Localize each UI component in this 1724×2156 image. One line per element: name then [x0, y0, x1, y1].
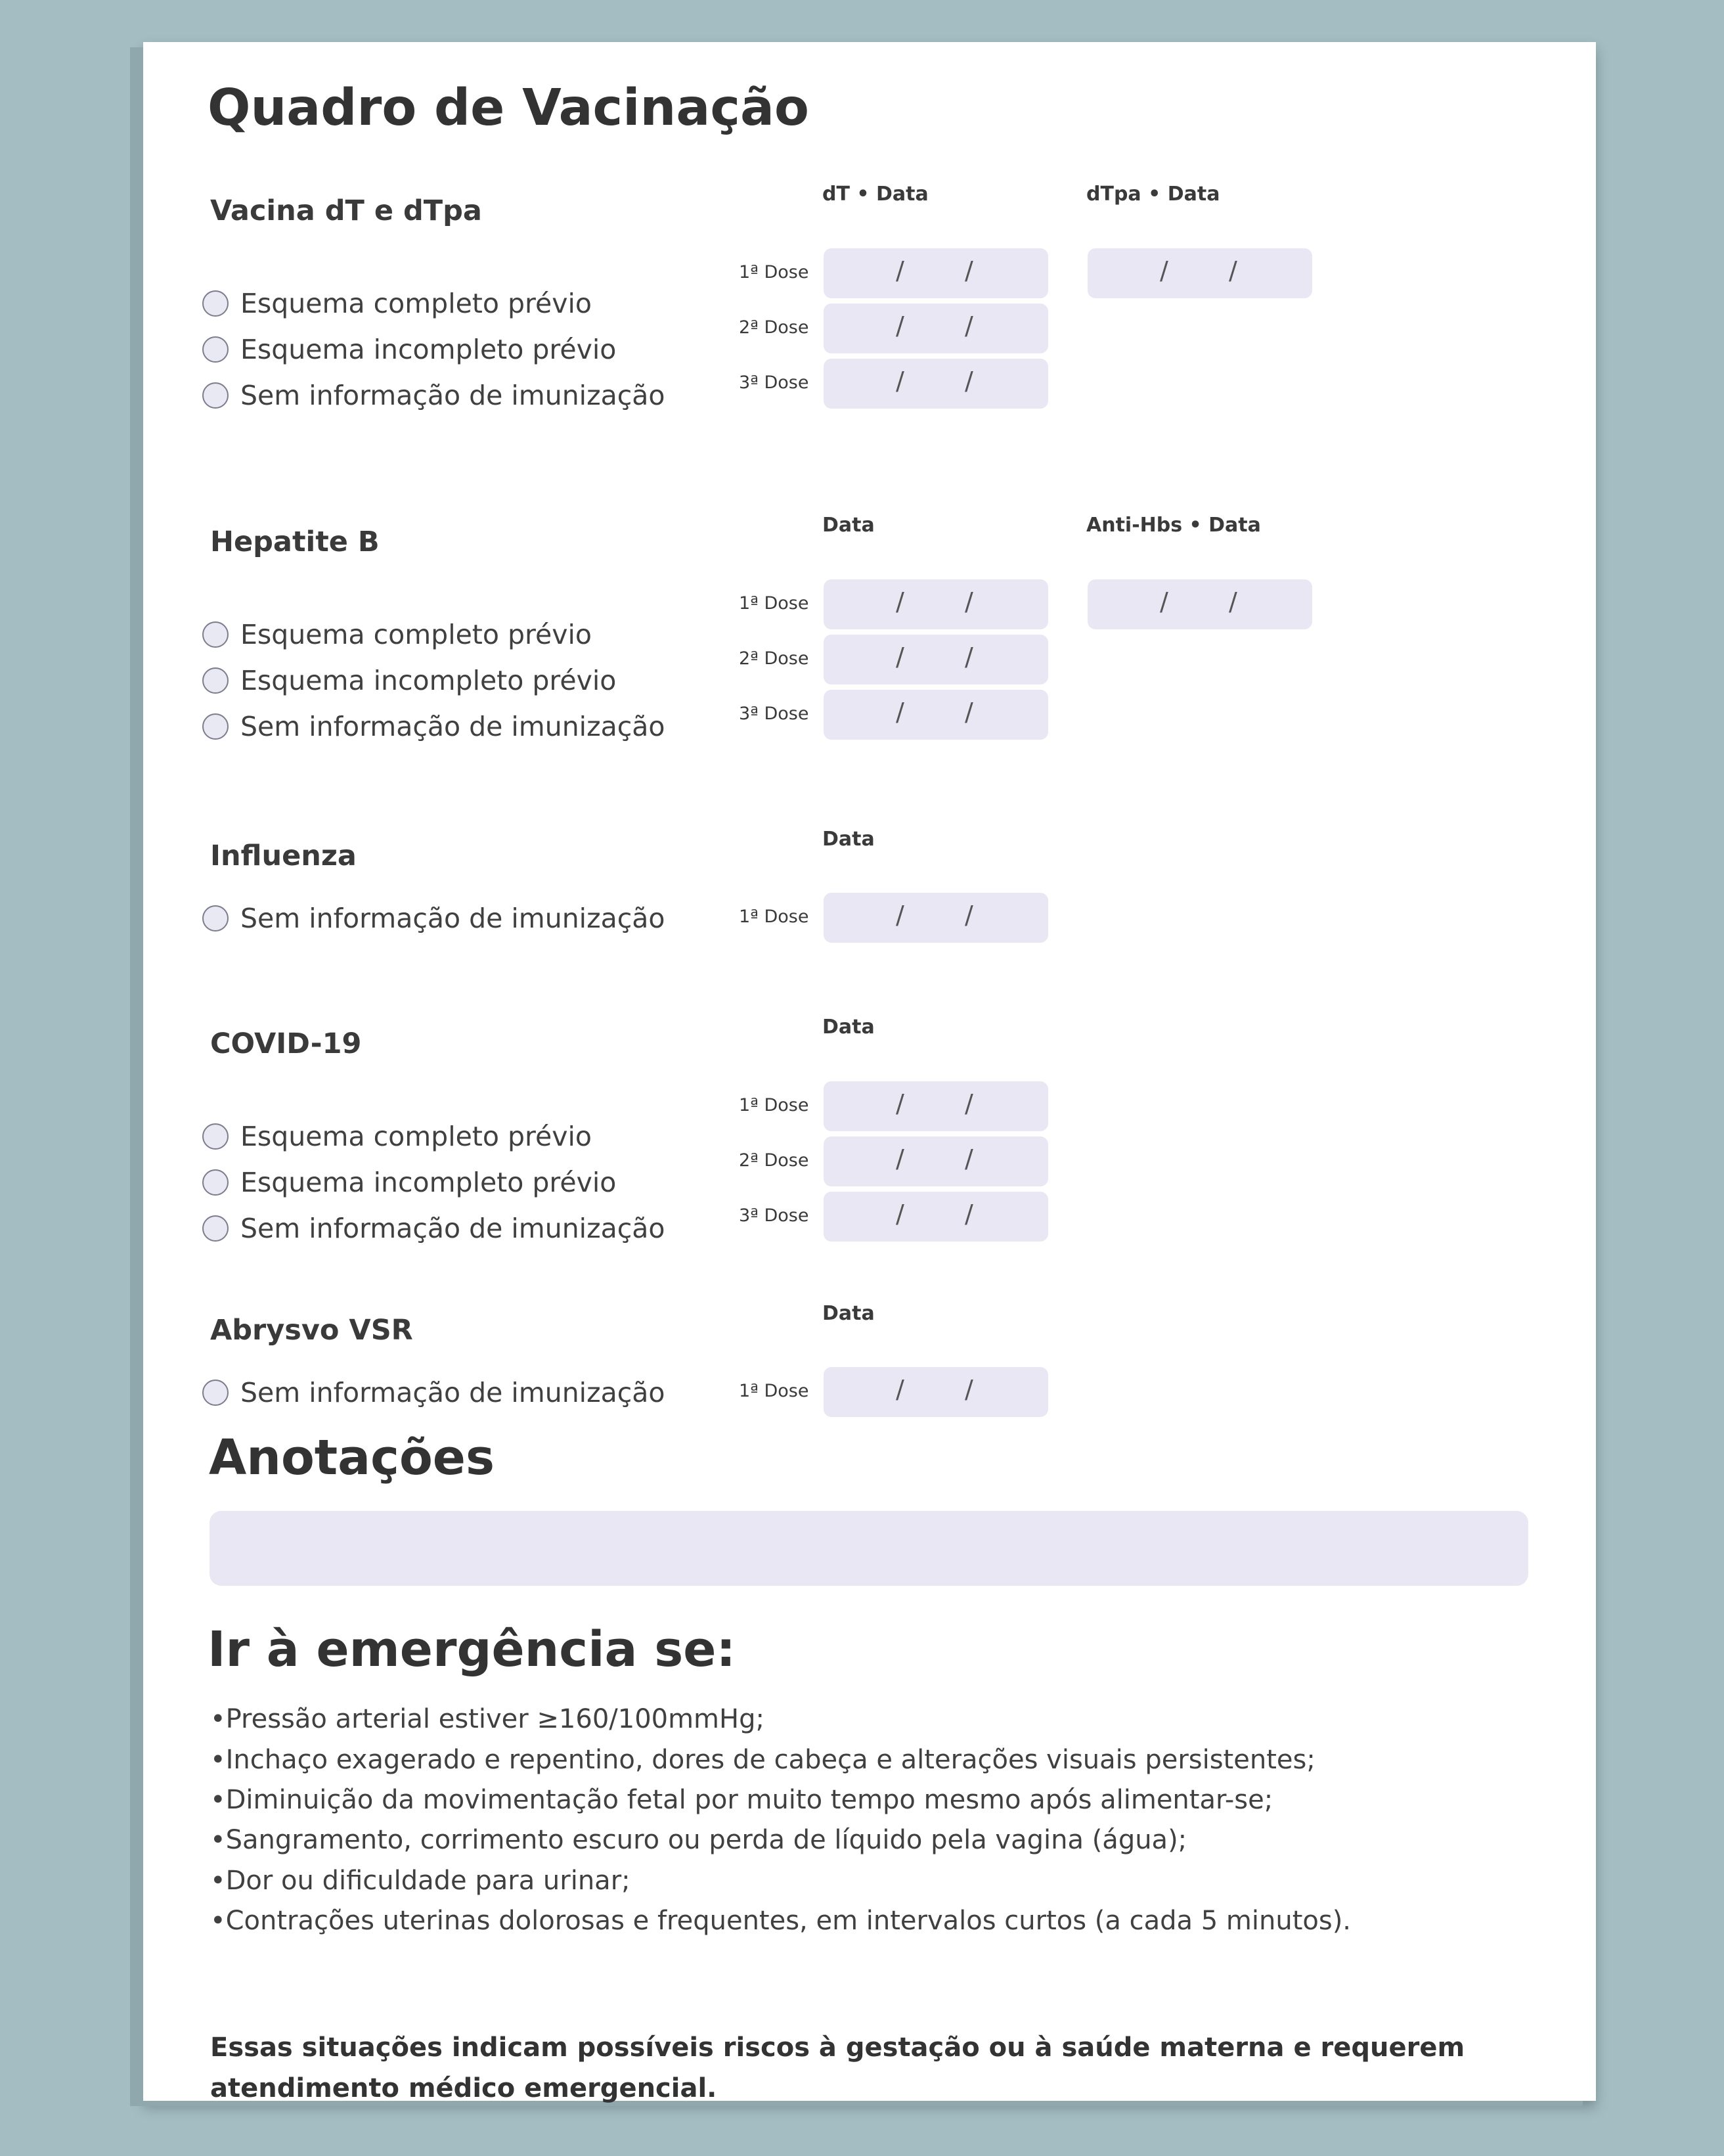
- radio-option-incomplete[interactable]: [202, 665, 616, 696]
- emergency-list-item: •Diminuição da movimentação fetal por muito tempo mesmo após alimentar-se;: [210, 1785, 1273, 1815]
- radio-label: Esquema completo prévio: [240, 288, 592, 319]
- radio-button[interactable]: [202, 1380, 229, 1406]
- date-separator: /: [965, 1144, 973, 1173]
- date-separator: /: [896, 311, 904, 340]
- radio-label: Sem informação de imunização: [240, 903, 665, 934]
- date-separator: /: [896, 698, 904, 727]
- emergency-list-item: •Dor ou dificuldade para urinar;: [210, 1866, 630, 1896]
- notes-title: Anotações: [209, 1429, 495, 1486]
- date-separator: /: [965, 642, 973, 671]
- date-separator: /: [1229, 256, 1237, 285]
- date-field-covid-dose-3[interactable]: [824, 1192, 1048, 1242]
- section-heading-hepatitis-b: Hepatite B: [210, 526, 380, 558]
- radio-label: Esquema incompleto prévio: [240, 1167, 617, 1198]
- emergency-list-item: •Contrações uterinas dolorosas e frequentes, em intervalos curtos (a cada 5 minutos).: [210, 1906, 1352, 1936]
- vaccination-form-page: [143, 42, 1596, 2101]
- date-separator: /: [1160, 256, 1168, 285]
- date-separator: /: [896, 1089, 904, 1118]
- dose-label: 2ª Dose: [739, 648, 809, 669]
- date-separator: /: [896, 901, 904, 930]
- radio-button[interactable]: [202, 336, 229, 363]
- emergency-warning: Essas situações indicam possíveis riscos à gestação ou à saúde materna e requerem atendimento médico emergencial.: [210, 2032, 1465, 2103]
- column-header-dtpa-date: dTpa • Data: [1086, 183, 1220, 206]
- radio-button[interactable]: [202, 1215, 229, 1242]
- radio-option-incomplete[interactable]: [202, 1167, 616, 1198]
- radio-option-no-info[interactable]: [202, 903, 665, 934]
- radio-button[interactable]: [202, 382, 229, 409]
- radio-button[interactable]: [202, 290, 229, 317]
- radio-option-no-info[interactable]: [202, 1213, 665, 1244]
- date-field-vsr-dose-1[interactable]: [824, 1367, 1048, 1417]
- date-field-dt-dose-2[interactable]: [824, 303, 1048, 353]
- radio-button[interactable]: [202, 1123, 229, 1150]
- date-separator: /: [896, 256, 904, 285]
- radio-label: Sem informação de imunização: [240, 711, 665, 742]
- date-separator: /: [896, 1375, 904, 1404]
- column-header-vsr-date: Data: [822, 1302, 875, 1325]
- radio-button[interactable]: [202, 713, 229, 740]
- date-separator: /: [965, 1200, 973, 1228]
- date-field-anti-hbs[interactable]: [1088, 579, 1312, 629]
- date-separator: /: [896, 642, 904, 671]
- date-field-flu-dose-1[interactable]: [824, 893, 1048, 943]
- date-separator: /: [896, 1200, 904, 1228]
- emergency-list-item: •Sangramento, corrimento escuro ou perda de líquido pela vagina (água);: [210, 1825, 1187, 1855]
- date-field-dtpa[interactable]: [1088, 248, 1312, 298]
- date-separator: /: [1229, 587, 1237, 616]
- radio-button[interactable]: [202, 621, 229, 648]
- dose-label: 1ª Dose: [739, 262, 809, 282]
- radio-button[interactable]: [202, 667, 229, 694]
- column-header-hepb-date: Data: [822, 514, 875, 537]
- dose-label: 1ª Dose: [739, 907, 809, 927]
- dose-label: 2ª Dose: [739, 1150, 809, 1171]
- date-separator: /: [1160, 587, 1168, 616]
- date-separator: /: [896, 1144, 904, 1173]
- date-separator: /: [965, 1089, 973, 1118]
- dose-label: 1ª Dose: [739, 1095, 809, 1115]
- section-heading-covid-19: COVID-19: [210, 1027, 362, 1060]
- emergency-title: Ir à emergência se:: [208, 1621, 736, 1678]
- date-separator: /: [896, 367, 904, 395]
- date-separator: /: [965, 1375, 973, 1404]
- radio-option-no-info[interactable]: [202, 711, 665, 742]
- column-header-covid-date: Data: [822, 1016, 875, 1039]
- dose-label: 1ª Dose: [739, 1381, 809, 1401]
- dose-label: 3ª Dose: [739, 1205, 809, 1226]
- date-separator: /: [896, 587, 904, 616]
- date-separator: /: [965, 698, 973, 727]
- radio-button[interactable]: [202, 1169, 229, 1196]
- date-field-covid-dose-1[interactable]: [824, 1081, 1048, 1131]
- radio-label: Sem informação de imunização: [240, 1377, 665, 1408]
- date-field-covid-dose-2[interactable]: [824, 1136, 1048, 1186]
- radio-option-no-info[interactable]: [202, 380, 665, 411]
- date-separator: /: [965, 256, 973, 285]
- radio-label: Esquema completo prévio: [240, 1121, 592, 1152]
- section-heading-abrysvo-vsr: Abrysvo VSR: [210, 1314, 413, 1347]
- section-heading-influenza: Influenza: [210, 840, 357, 872]
- dose-label: 3ª Dose: [739, 372, 809, 393]
- radio-label: Esquema incompleto prévio: [240, 665, 617, 696]
- date-separator: /: [965, 311, 973, 340]
- date-field-hepb-dose-2[interactable]: [824, 635, 1048, 685]
- date-separator: /: [965, 587, 973, 616]
- date-separator: /: [965, 901, 973, 930]
- dose-label: 2ª Dose: [739, 317, 809, 338]
- section-heading-dt: Vacina dT e dTpa: [210, 194, 482, 227]
- date-field-hepb-dose-3[interactable]: [824, 690, 1048, 740]
- notes-field[interactable]: [210, 1511, 1528, 1586]
- radio-label: Esquema incompleto prévio: [240, 334, 617, 365]
- column-header-flu-date: Data: [822, 828, 875, 851]
- radio-option-complete[interactable]: [202, 288, 592, 319]
- radio-label: Sem informação de imunização: [240, 380, 665, 411]
- date-field-dt-dose-3[interactable]: [824, 359, 1048, 409]
- dose-label: 1ª Dose: [739, 593, 809, 614]
- radio-option-incomplete[interactable]: [202, 334, 616, 365]
- column-header-anti-hbs-date: Anti-Hbs • Data: [1086, 514, 1261, 537]
- date-separator: /: [965, 367, 973, 395]
- radio-label: Esquema completo prévio: [240, 619, 592, 650]
- radio-option-complete[interactable]: [202, 619, 592, 650]
- radio-option-complete[interactable]: [202, 1121, 592, 1152]
- radio-label: Sem informação de imunização: [240, 1213, 665, 1244]
- page-title: Quadro de Vacinação: [208, 79, 809, 137]
- radio-button[interactable]: [202, 905, 229, 932]
- date-field-hepb-dose-1[interactable]: [824, 579, 1048, 629]
- emergency-list-item: •Pressão arterial estiver ≥160/100mmHg;: [210, 1704, 764, 1734]
- emergency-list-item: •Inchaço exagerado e repentino, dores de cabeça e alterações visuais persistentes;: [210, 1745, 1315, 1775]
- date-field-dt-dose-1[interactable]: [824, 248, 1048, 298]
- column-header-dt-date: dT • Data: [822, 183, 929, 206]
- radio-option-no-info[interactable]: [202, 1377, 665, 1408]
- dose-label: 3ª Dose: [739, 704, 809, 724]
